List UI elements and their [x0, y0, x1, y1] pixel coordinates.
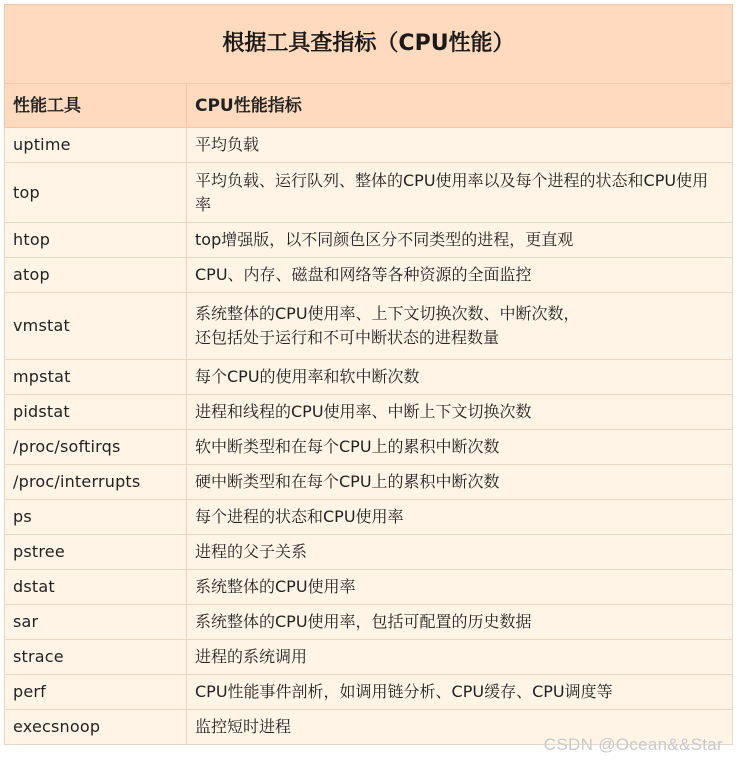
table-header-row — [5, 84, 733, 128]
table-title-row — [5, 5, 733, 84]
tool-name: sar — [5, 605, 187, 640]
table-row — [5, 570, 733, 605]
table-row — [5, 128, 733, 163]
header-tool: 性能工具 — [5, 84, 187, 128]
tool-metric: 进程的系统调用 — [187, 640, 733, 675]
header-metric: CPU性能指标 — [187, 84, 733, 128]
watermark: CSDN @Ocean&&Star — [543, 735, 723, 754]
tool-name: uptime — [5, 128, 187, 163]
tool-name: htop — [5, 223, 187, 258]
table-row — [5, 163, 733, 223]
tool-name: perf — [5, 675, 187, 710]
table-row — [5, 465, 733, 500]
tool-metric — [187, 293, 733, 360]
table-row — [5, 605, 733, 640]
tool-name: execsnoop — [5, 710, 187, 745]
tool-metric: 平均负载 — [187, 128, 733, 163]
tool-name: atop — [5, 258, 187, 293]
table-row — [5, 430, 733, 465]
table-row — [5, 293, 733, 360]
tool-name: top — [5, 163, 187, 223]
table-row — [5, 395, 733, 430]
tool-metric: 系统整体的CPU使用率 — [187, 570, 733, 605]
table-row — [5, 640, 733, 675]
tool-name: ps — [5, 500, 187, 535]
tool-name: pidstat — [5, 395, 187, 430]
tool-metric: 每个CPU的使用率和软中断次数 — [187, 360, 733, 395]
tool-metric: 平均负载、运行队列、整体的CPU使用率以及每个进程的状态和CPU使用率 — [187, 163, 733, 223]
tool-metric: 进程的父子关系 — [187, 535, 733, 570]
table-row — [5, 535, 733, 570]
tool-metric: 系统整体的CPU使用率，包括可配置的历史数据 — [187, 605, 733, 640]
table-row — [5, 500, 733, 535]
tool-metric: 硬中断类型和在每个CPU上的累积中断次数 — [187, 465, 733, 500]
tool-name: /proc/softirqs — [5, 430, 187, 465]
table-row — [5, 258, 733, 293]
tool-name: pstree — [5, 535, 187, 570]
tool-name: vmstat — [5, 293, 187, 360]
tool-name: mpstat — [5, 360, 187, 395]
tool-metric: CPU、内存、磁盘和网络等各种资源的全面监控 — [187, 258, 733, 293]
table-title: 根据工具查指标（CPU性能） — [5, 5, 733, 84]
table-row — [5, 360, 733, 395]
table-row — [5, 675, 733, 710]
tool-name: dstat — [5, 570, 187, 605]
table-row — [5, 223, 733, 258]
tool-metric: 进程和线程的CPU使用率、中断上下文切换次数 — [187, 395, 733, 430]
metric-line: 还包括处于运行和不可中断状态的进程数量 — [195, 328, 500, 347]
cpu-tools-table — [4, 4, 733, 745]
tool-name: strace — [5, 640, 187, 675]
tool-metric: CPU性能事件剖析，如调用链分析、CPU缓存、CPU调度等 — [187, 675, 733, 710]
tool-name: /proc/interrupts — [5, 465, 187, 500]
tool-metric: top增强版，以不同颜色区分不同类型的进程，更直观 — [187, 223, 733, 258]
tool-metric: 每个进程的状态和CPU使用率 — [187, 500, 733, 535]
tool-metric: 监控短时进程 — [187, 710, 733, 745]
metric-line: 系统整体的CPU使用率、上下文切换次数、中断次数， — [195, 304, 580, 323]
tool-metric: 软中断类型和在每个CPU上的累积中断次数 — [187, 430, 733, 465]
